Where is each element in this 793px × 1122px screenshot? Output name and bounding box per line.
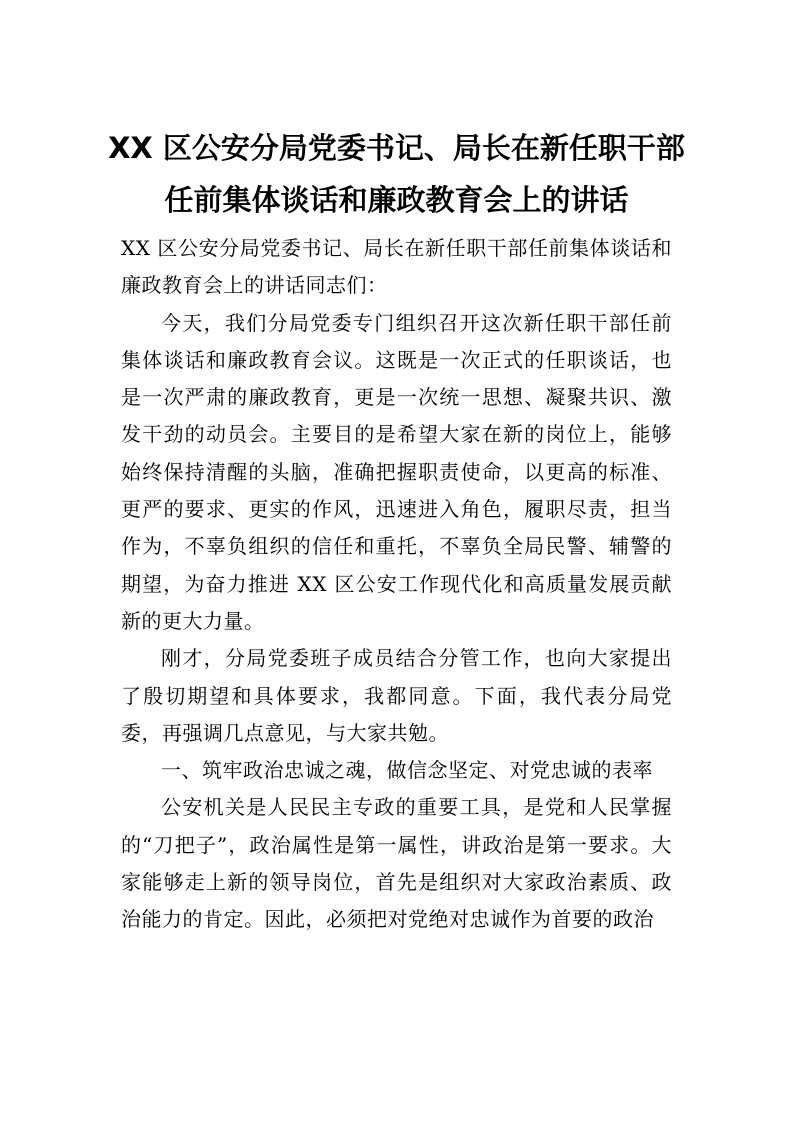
opening-paragraph: XX 区公安分局党委书记、局长在新任职干部任前集体谈话和廉政教育会上的讲话同志们： bbox=[121, 236, 672, 298]
body-paragraph: 今天，我们分局党委专门组织召开这次新任职干部任前集体谈话和廉政教育会议。这既是一次正式的任职谈话，也是一次严肃的廉政教育，更是一次统一思想、凝聚共识、激发干劲的动员会。主要目的是希望大家在新的岗位上，能够始终保持清醒的头脑，准确把握职责使命，以更高的标准、更严的要求、更实的作风，迅速进入角色，履职尽责，担当作为，不辜负组织的信任和重托，不辜负全局民警、辅警的期望，为奋力推进 XX 区公安工作现代化和高质量发展贡献新的更大力量。 bbox=[121, 310, 672, 633]
document-body bbox=[121, 230, 672, 939]
body-paragraph: 公安机关是人民民主专政的重要工具，是党和人民掌握的“刀把子”，政治属性是第一属性，讲政治是第一要求。大家能够走上新的领导岗位，首先是组织对大家政治素质、政治能力的肯定。因此，必须把对党绝对忠诚作为首要的政治 bbox=[121, 795, 672, 932]
section-heading: 一、筑牢政治忠诚之魂，做信念坚定、对党忠诚的表率 bbox=[161, 758, 653, 783]
body-paragraph: 刚才，分局党委班子成员结合分管工作，也向大家提出了殷切期望和具体要求，我都同意。下面，我代表分局党委，再强调几点意见，与大家共勉。 bbox=[121, 646, 672, 745]
document-title: XX 区公安分局党委书记、局长在新任职干部任前集体谈话和廉政教育会上的讲话 bbox=[108, 131, 685, 217]
